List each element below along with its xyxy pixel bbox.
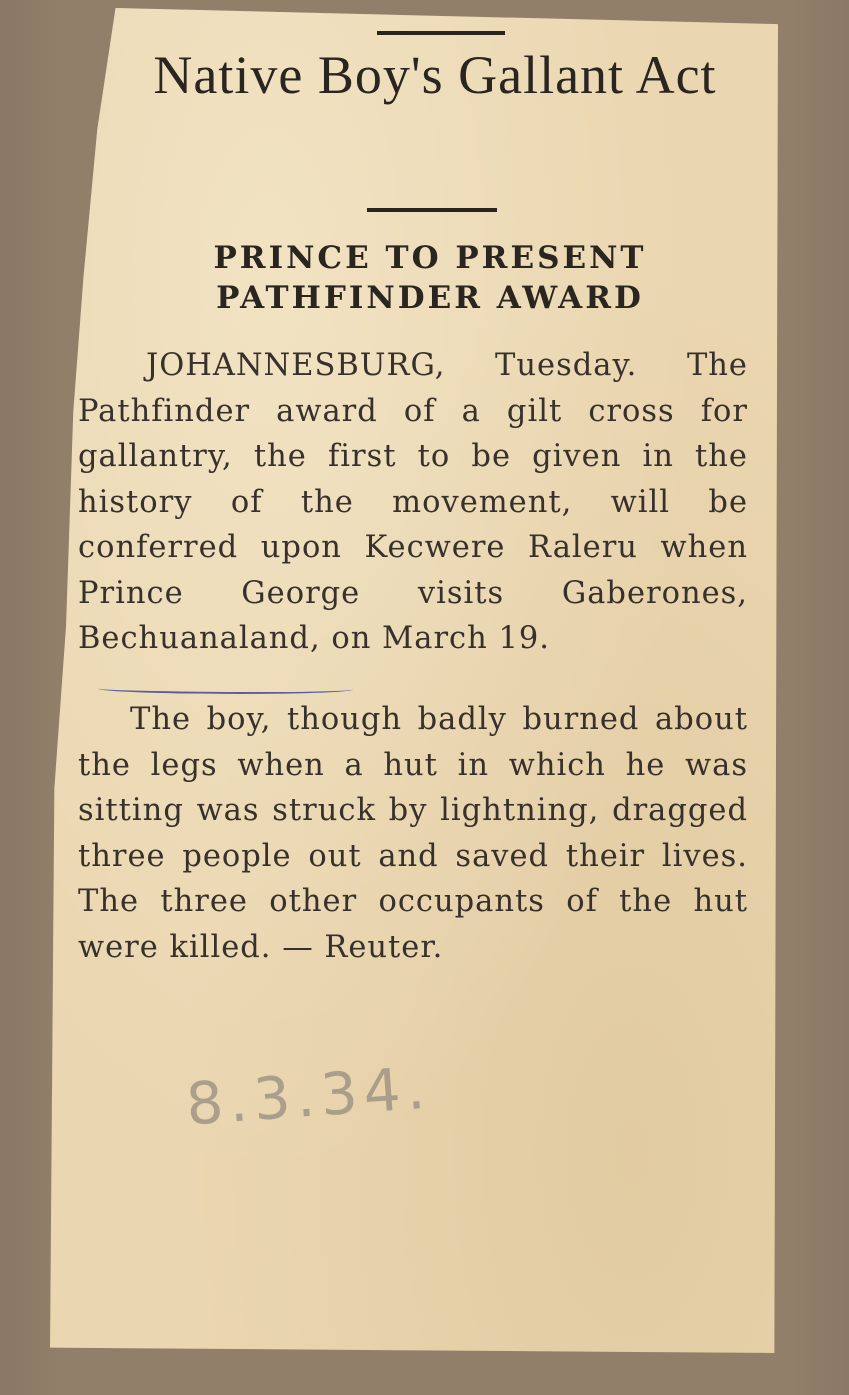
article-paragraph-2: The boy, though badly burned about the legs when a hut in which he was sitting was struck by lightning, dragged three people out and saved their lives. The three other occupants of the hut were killed. — Reuter. xyxy=(78,702,748,965)
headline-rule xyxy=(367,208,497,212)
headline: Native Boy's Gallant Act xyxy=(153,45,717,105)
handwritten-date: 8.3.34. xyxy=(183,1053,433,1139)
subheadline: PRINCE TO PRESENT PATHFINDER AWARD xyxy=(213,240,647,316)
top-rule xyxy=(377,31,505,35)
article-paragraph-1: JOHANNESBURG, Tuesday. The Pathfinder award of a gilt cross for gallantry, the first to be given in the history of the movement, will be conferred upon Kecwere Raleru when Prince George visits Gaberones, Bechuanaland, on March 19. xyxy=(78,348,748,656)
